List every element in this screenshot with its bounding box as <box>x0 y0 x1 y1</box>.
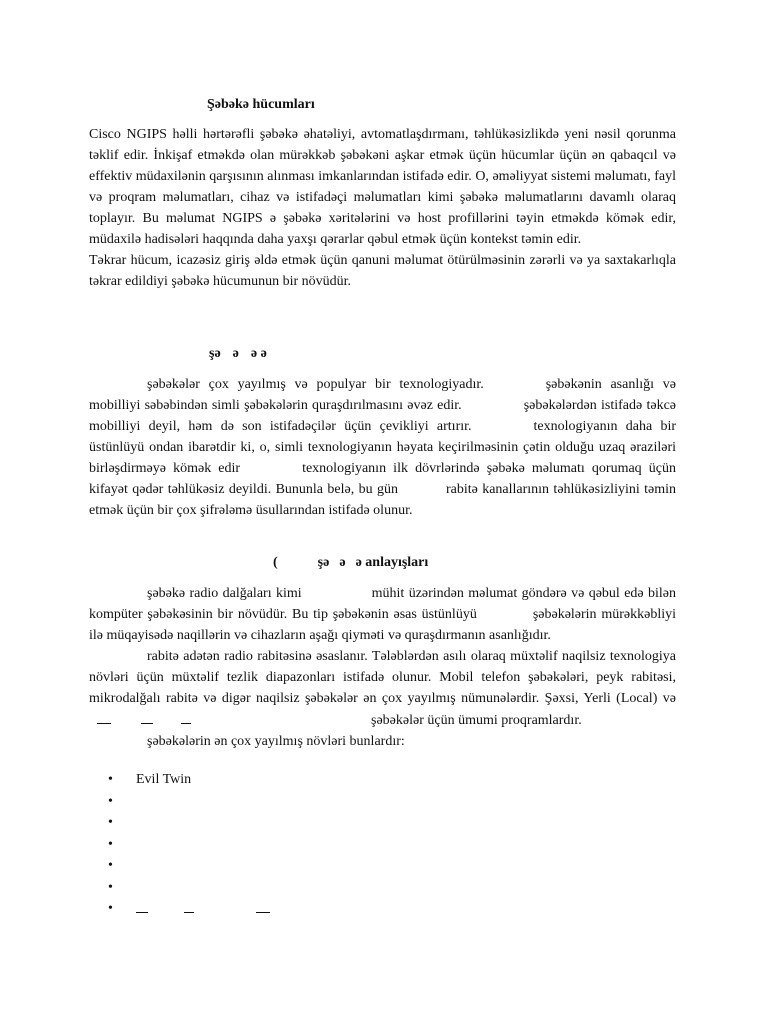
heading-fragment: ə anlayışları <box>355 555 429 570</box>
text-run: şəbəkələrdən istifadə təkcə mobilliyi deyil, həm də son istifadəçilər üçün çevikliyi artırır. <box>89 398 676 434</box>
heading-fragment: ə <box>232 346 239 361</box>
paragraph-wireless-intro <box>89 374 676 521</box>
text-run: şəbəkənin asanlığı və mobilliyi səbəbindən simli şəbəkələrin quraşdırılmasını əvəz edir. <box>89 377 676 413</box>
blank-dash <box>136 898 148 913</box>
heading-fragment: ə <box>339 555 346 570</box>
section1-body <box>89 124 676 292</box>
text-run: rabitə adətən radio rabitəsinə əsaslanır. Tələblərdən asılı olaraq müxtəlif naqilsiz texnologiya növləri üçün müxtəlif tezlik diapazonları istifadə olunur. Mobil telefon şəbəkələri, peyk rabitəsi, mikrodalğalı rabitə və digər naqilsiz şəbəkələr ən çox yayılmış nümunələrdir. Şəxsi, Yerli (Local) və <box>89 649 676 706</box>
blank-dash <box>97 709 111 724</box>
list-item <box>108 812 278 834</box>
blank-dash <box>141 709 153 724</box>
section-heading-2 <box>209 343 267 364</box>
wireless-attack-types-list <box>108 769 278 920</box>
blank-dash <box>184 898 194 913</box>
heading-fragment: şə <box>209 346 221 361</box>
paragraph-replay-attack: Təkrar hücum, icazəsiz giriş əldə etmək üçün qanuni məlumat ötürülməsinin zərərli və ya saxtakarlıqla təkrar edildiyi şəbəkə hücumunun bir növüdür. <box>89 253 676 289</box>
text-run: şəbəkələr çox yayılmış və populyar bir texnologiyadır. <box>147 377 484 392</box>
text-run: şəbəkə radio dalğaları kimi <box>147 586 302 601</box>
blank-dash <box>181 709 191 724</box>
list-item <box>108 855 278 877</box>
paragraph-concepts-1 <box>89 583 676 646</box>
list-item: • Evil Twin <box>108 769 278 791</box>
text-run: texnologiyanın daha bir üstünlüyü ondan ibarətdir ki, o, simli texnologiyanın həyata keçirilməsinin çətin olduğu uzaq əraziləri birləşdirməyə kömək edir <box>89 419 676 476</box>
heading-fragment: şə <box>317 555 330 570</box>
heading-paren: ( <box>273 555 278 570</box>
paragraph-concepts-2 <box>89 646 676 731</box>
section2-body <box>89 374 676 521</box>
paragraph-ngips: Cisco NGIPS həlli hərtərəfli şəbəkə əhatəliyi, avtomatlaşdırmanı, təhlükəsizlikdə yeni nəsil qorunma təklif edir. İnkişaf etməkdə olan mürəkkəb şəbəkəni aşkar etmək üçün hücumlar üçün ən qabaqcıl və effektiv müdaxilənin qarşısının alınması imkanlarından istifadə edir. O, əməliyyat sistemi məlumatı, fayl və proqram məlumatları, cihaz və istifadəçi məlumatları kimi şəbəkə məlumatlarını davamlı olaraq toplayır. Bu məlumat NGIPS ə şəbəkə xəritələrini və host profillərini təyin etməkdə kömək edir, müdaxilə hadisələri haqqında daha yaxşı qərarlar qəbul etmək üçün kontekst təmin edir. <box>89 127 676 247</box>
text-run: şəbəkələrin mürəkkəbliyi ilə müqayisədə naqillərin və cihazların aşağı qiyməti və quraşdırmanın asanlığıdır. <box>89 607 676 643</box>
list-item <box>108 834 278 856</box>
text-run: mühit üzərindən məlumat göndərə və qəbul edə bilən kompüter şəbəkəsinin bir növüdür. Bu tip şəbəkənin əsas üstünlüyü <box>89 586 677 622</box>
list-item <box>108 877 278 899</box>
text-run: texnologiyanın ilk dövrlərində şəbəkə məlumatı qorumaq üçün kifayət qədər təhlükəsiz deyildi. Bununla belə, bu gün <box>89 461 676 497</box>
list-item <box>108 898 278 920</box>
blank-dash <box>256 898 270 913</box>
paragraph-types-intro: şəbəkələrin ən çox yayılmış növləri bunlardır: <box>147 734 405 749</box>
heading-fragment: ə ə <box>250 346 267 361</box>
text-run: rabitə kanallarının təhlükəsizliyini təmin etmək üçün bir çox şifrələmə üsullarından istifadə olunur. <box>89 482 676 518</box>
section-heading-network-attacks: Şəbəkə hücumları <box>207 97 315 112</box>
section-heading-3 <box>273 552 428 573</box>
text-run: şəbəkələr üçün ümumi proqramlardır. <box>371 713 582 728</box>
list-item <box>108 791 278 813</box>
section3-body <box>89 583 676 752</box>
